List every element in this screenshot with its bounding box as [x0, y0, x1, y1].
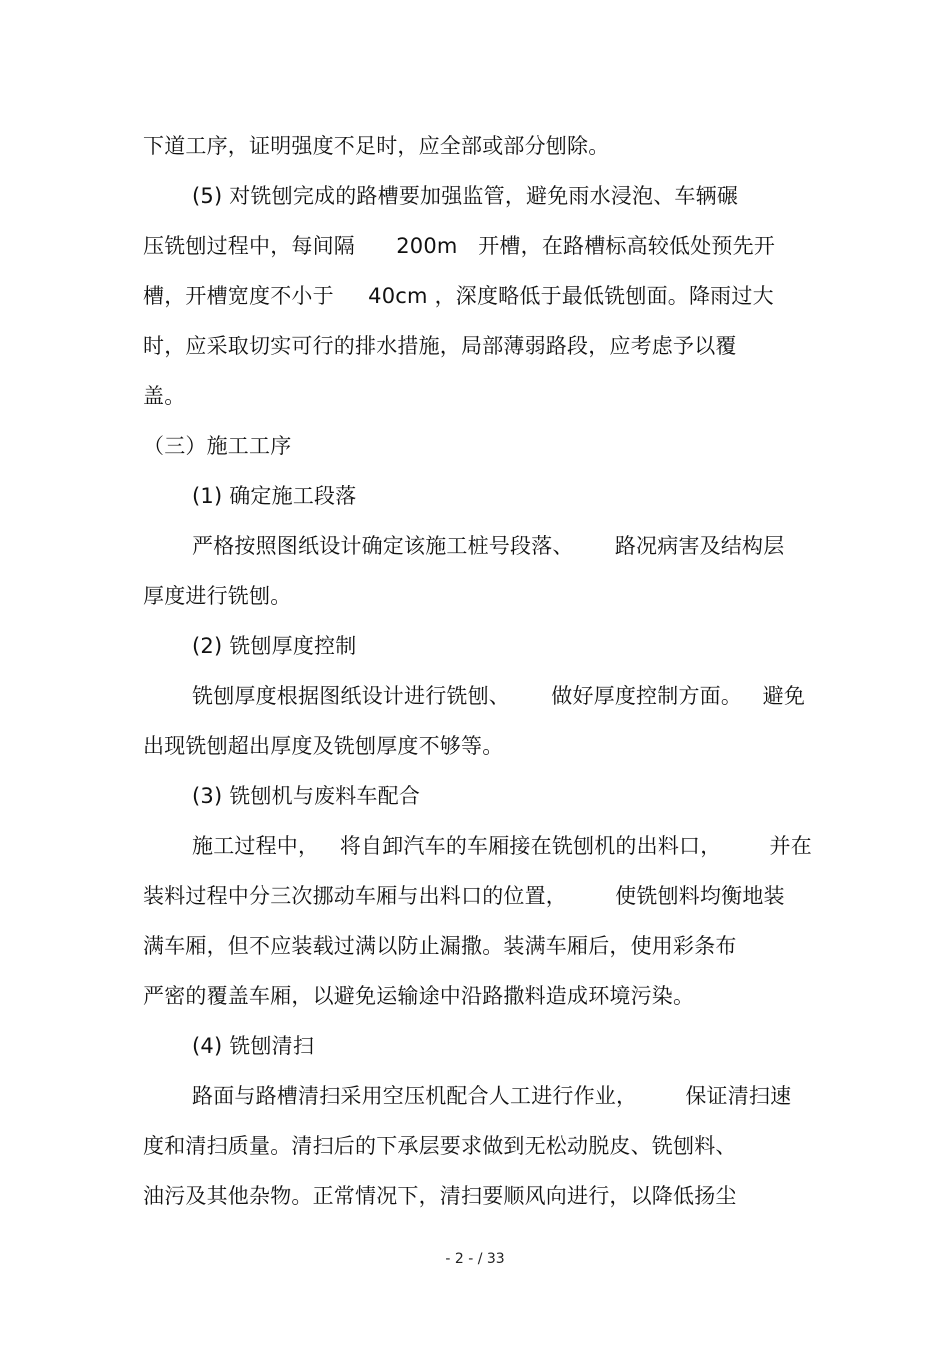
section-heading: （三）施工工序 — [143, 434, 292, 458]
text-line: 严格按照图纸设计确定该施工桩号段落、 路况病害及结构层 — [192, 534, 785, 558]
subsection-heading: (1) 确定施工段落 — [192, 484, 357, 508]
text-line: 时，应采取切实可行的排水措施，局部薄弱路段，应考虑予以覆 — [143, 334, 737, 358]
text-line: 路面与路槽清扫采用空压机配合人工进行作业， 保证清扫速 — [192, 1084, 792, 1108]
subsection-heading: (2) 铣刨厚度控制 — [192, 634, 357, 658]
text-line: 油污及其他杂物。正常情况下，清扫要顺风向进行，以降低扬尘 — [143, 1184, 737, 1208]
text-line: 出现铣刨超出厚度及铣刨厚度不够等。 — [143, 734, 504, 758]
text-line: 下道工序，证明强度不足时，应全部或部分刨除。 — [143, 134, 610, 158]
text-line: 满车厢，但不应装载过满以防止漏撒。装满车厢后，使用彩条布 — [143, 934, 737, 958]
text-line: 盖。 — [143, 384, 186, 408]
text-line: 铣刨厚度根据图纸设计进行铣刨、 做好厚度控制方面。 避免 — [192, 684, 806, 708]
page-number: - 2 - / 33 — [445, 1251, 505, 1267]
subsection-heading: (4) 铣刨清扫 — [192, 1034, 315, 1058]
text-line: 压铣刨过程中，每间隔 200m 开槽，在路槽标高较低处预先开 — [143, 234, 776, 258]
text-line: 施工过程中， 将自卸汽车的车厢接在铣刨机的出料口， 并在 — [192, 834, 812, 858]
text-line: (5) 对铣刨完成的路槽要加强监管，避免雨水浸泡、车辆碾 — [192, 184, 739, 208]
text-line: 严密的覆盖车厢，以避免运输途中沿路撒料造成环境污染。 — [143, 984, 695, 1008]
text-line: 槽，开槽宽度不小于 40cm ，深度略低于最低铣刨面。降雨过大 — [143, 284, 774, 308]
text-line: 度和清扫质量。清扫后的下承层要求做到无松动脱皮、铣刨料、 — [143, 1134, 737, 1158]
text-line: 装料过程中分三次挪动车厢与出料口的位置， 使铣刨料均衡地装 — [143, 884, 785, 908]
subsection-heading: (3) 铣刨机与废料车配合 — [192, 784, 421, 808]
text-line: 厚度进行铣刨。 — [143, 584, 292, 608]
